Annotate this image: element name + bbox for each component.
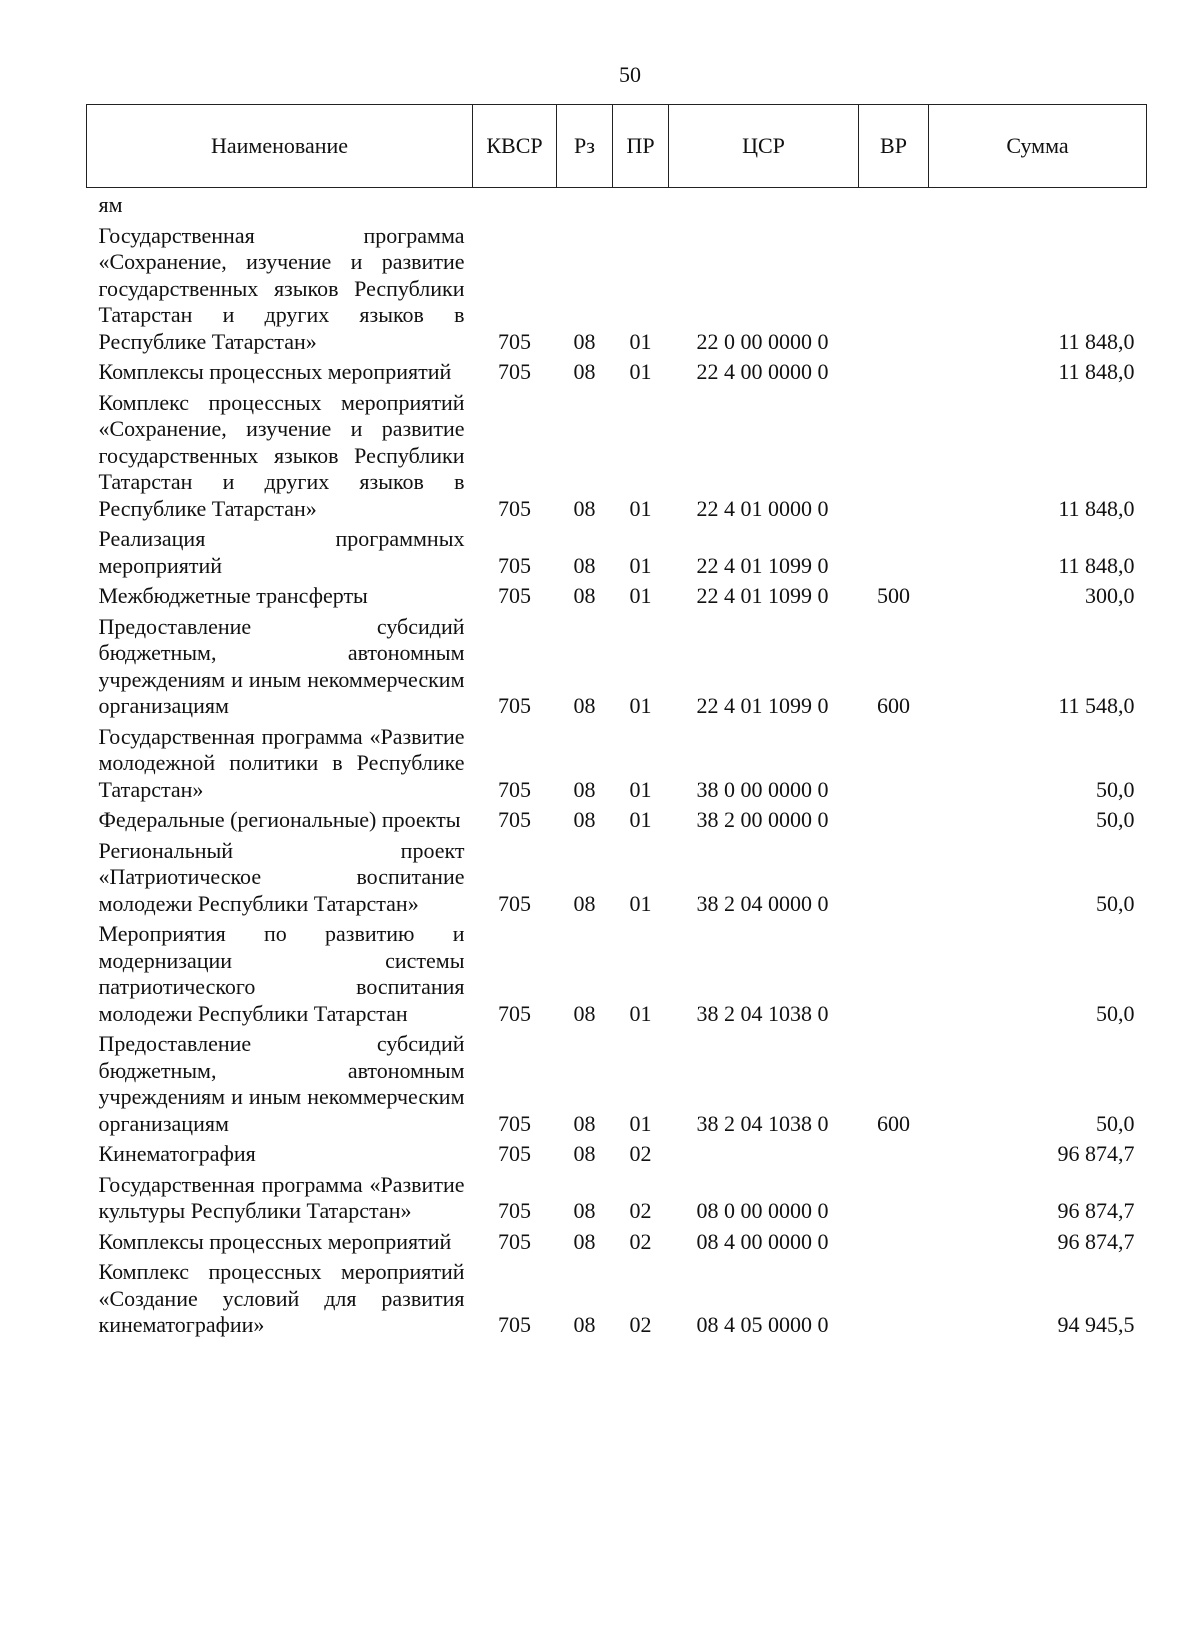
row-csr: 38 2 04 0000 0 bbox=[696, 890, 829, 916]
row-sum: 50,0 bbox=[1096, 807, 1135, 832]
row-vr bbox=[859, 188, 929, 223]
row-sum: 50,0 bbox=[1096, 776, 1135, 802]
row-pr: 01 bbox=[629, 552, 652, 578]
row-name: Предоставление субсидий бюджетным, автономным учреждениям и иным некоммерческим организациям bbox=[98, 613, 465, 718]
row-sum: 11 848,0 bbox=[1058, 328, 1135, 354]
row-kvsr: 705 bbox=[498, 1228, 531, 1254]
row-pr: 01 bbox=[629, 890, 652, 916]
row-pr: 02 bbox=[629, 1228, 652, 1254]
table-row bbox=[87, 188, 1147, 223]
row-name: Государственная программа «Развитие культуры Республики Татарстан» bbox=[98, 1171, 465, 1223]
row-rz bbox=[557, 188, 613, 223]
header-sum: Сумма bbox=[929, 105, 1147, 188]
row-csr bbox=[669, 188, 859, 223]
row-pr bbox=[613, 188, 669, 223]
row-sum: 11 548,0 bbox=[1058, 693, 1135, 718]
row-name: Комплекс процессных мероприятий «Создание условий для развития кинематографии» bbox=[98, 1259, 465, 1337]
row-sum: 11 848,0 bbox=[1058, 495, 1135, 521]
header-csr: ЦСР bbox=[669, 105, 859, 188]
row-rz: 08 bbox=[573, 495, 596, 521]
row-name: Комплекс процессных мероприятий «Сохранение, изучение и развитие государственных языков Республики Татарстан и других языков в Республике Татарстан» bbox=[98, 389, 465, 521]
row-sum: 50,0 bbox=[1096, 1110, 1135, 1136]
table-header-row bbox=[87, 105, 1147, 188]
row-kvsr bbox=[473, 188, 557, 223]
row-name: Межбюджетные трансферты bbox=[98, 583, 368, 608]
row-vr bbox=[859, 807, 929, 838]
row-sum: 11 848,0 bbox=[1058, 552, 1135, 578]
header-vr: ВР bbox=[859, 105, 929, 188]
row-pr: 01 bbox=[629, 328, 652, 354]
row-name: Региональный проект «Патриотическое воспитание молодежи Республики Татарстан» bbox=[98, 837, 465, 916]
row-name: Государственная программа «Развитие молодежной политики в Республике Татарстан» bbox=[98, 723, 465, 802]
row-pr: 01 bbox=[629, 807, 652, 832]
row-csr: 22 4 00 0000 0 bbox=[696, 359, 829, 384]
row-rz: 08 bbox=[573, 1000, 596, 1026]
row-vr bbox=[859, 1229, 929, 1260]
row-sum: 300,0 bbox=[1085, 583, 1135, 608]
header-kvsr: КВСР bbox=[473, 105, 557, 188]
row-pr: 01 bbox=[629, 1000, 652, 1026]
row-vr bbox=[859, 359, 929, 390]
row-kvsr: 705 bbox=[498, 359, 531, 384]
row-rz: 08 bbox=[573, 1198, 596, 1223]
row-pr: 02 bbox=[629, 1312, 652, 1337]
row-kvsr: 705 bbox=[498, 693, 531, 718]
row-rz: 08 bbox=[573, 583, 596, 608]
row-name: Комплексы процессных мероприятий bbox=[98, 1228, 452, 1254]
row-rz: 08 bbox=[573, 693, 596, 718]
row-name: Мероприятия по развитию и модернизации системы патриотического воспитания молодежи Республики Татарстан bbox=[98, 921, 465, 1026]
row-csr: 38 0 00 0000 0 bbox=[696, 776, 829, 802]
row-csr bbox=[669, 1141, 859, 1172]
row-kvsr: 705 bbox=[498, 1141, 531, 1166]
header-rz: Рз bbox=[557, 105, 613, 188]
row-sum: 50,0 bbox=[1096, 890, 1135, 916]
row-name: Федеральные (региональные) проекты bbox=[98, 807, 461, 832]
row-rz: 08 bbox=[573, 1312, 596, 1337]
row-sum: 94 945,5 bbox=[1057, 1312, 1135, 1337]
row-rz: 08 bbox=[573, 1228, 596, 1254]
row-csr: 22 4 01 0000 0 bbox=[696, 495, 829, 521]
row-csr: 22 0 00 0000 0 bbox=[696, 328, 829, 354]
row-vr: 500 bbox=[877, 583, 910, 608]
row-name: Предоставление субсидий бюджетным, автономным учреждениям и иным некоммерческим организациям bbox=[98, 1031, 465, 1136]
row-pr: 01 bbox=[629, 1110, 652, 1136]
row-sum: 96 874,7 bbox=[1057, 1198, 1135, 1223]
row-kvsr: 705 bbox=[498, 776, 531, 802]
row-csr: 22 4 01 1099 0 bbox=[696, 552, 829, 578]
row-name: Реализация программных мероприятий bbox=[98, 526, 465, 578]
row-kvsr: 705 bbox=[498, 807, 531, 832]
row-rz: 08 bbox=[573, 807, 596, 832]
table-row bbox=[87, 223, 1147, 360]
row-csr: 22 4 01 1099 0 bbox=[696, 583, 829, 608]
row-kvsr: 705 bbox=[498, 890, 531, 916]
row-name: Кинематография bbox=[98, 1141, 256, 1166]
row-vr bbox=[859, 1141, 929, 1172]
table-row bbox=[87, 1031, 1147, 1141]
header-pr: ПР bbox=[613, 105, 669, 188]
row-sum bbox=[929, 188, 1147, 223]
row-vr bbox=[859, 390, 929, 527]
table-body bbox=[87, 188, 1147, 1343]
row-kvsr: 705 bbox=[498, 328, 531, 354]
row-rz: 08 bbox=[573, 1110, 596, 1136]
table-row bbox=[87, 921, 1147, 1031]
row-vr bbox=[859, 724, 929, 808]
row-csr: 22 4 01 1099 0 bbox=[696, 693, 829, 718]
row-pr: 02 bbox=[629, 1198, 652, 1223]
table-row bbox=[87, 614, 1147, 724]
budget-table bbox=[86, 104, 1147, 1343]
table-row bbox=[87, 359, 1147, 390]
row-name: Комплексы процессных мероприятий bbox=[98, 359, 452, 384]
row-vr: 600 bbox=[877, 1110, 910, 1136]
row-vr bbox=[859, 526, 929, 583]
row-kvsr: 705 bbox=[498, 1000, 531, 1026]
table-row bbox=[87, 390, 1147, 527]
row-vr bbox=[859, 1259, 929, 1343]
row-rz: 08 bbox=[573, 552, 596, 578]
row-rz: 08 bbox=[573, 328, 596, 354]
row-kvsr: 705 bbox=[498, 495, 531, 521]
row-name: ям bbox=[98, 192, 123, 217]
table-row bbox=[87, 1229, 1147, 1260]
row-csr: 08 0 00 0000 0 bbox=[696, 1198, 829, 1223]
row-sum: 50,0 bbox=[1096, 1000, 1135, 1026]
row-rz: 08 bbox=[573, 890, 596, 916]
table-row bbox=[87, 526, 1147, 583]
row-kvsr: 705 bbox=[498, 1198, 531, 1223]
row-pr: 01 bbox=[629, 495, 652, 521]
row-rz: 08 bbox=[573, 776, 596, 802]
table-row bbox=[87, 1259, 1147, 1343]
row-csr: 38 2 00 0000 0 bbox=[696, 807, 829, 832]
row-vr bbox=[859, 1172, 929, 1229]
row-pr: 01 bbox=[629, 359, 652, 384]
row-kvsr: 705 bbox=[498, 552, 531, 578]
table-row bbox=[87, 1172, 1147, 1229]
row-sum: 96 874,7 bbox=[1057, 1228, 1135, 1254]
row-sum: 96 874,7 bbox=[1057, 1141, 1135, 1166]
row-pr: 01 bbox=[629, 693, 652, 718]
table-row bbox=[87, 724, 1147, 808]
row-kvsr: 705 bbox=[498, 1110, 531, 1136]
row-pr: 01 bbox=[629, 776, 652, 802]
row-rz: 08 bbox=[573, 359, 596, 384]
row-pr: 01 bbox=[629, 583, 652, 608]
row-kvsr: 705 bbox=[498, 583, 531, 608]
table-row bbox=[87, 838, 1147, 922]
row-csr: 38 2 04 1038 0 bbox=[696, 1000, 829, 1026]
row-vr: 600 bbox=[877, 693, 910, 718]
table-row bbox=[87, 807, 1147, 838]
row-vr bbox=[859, 838, 929, 922]
row-kvsr: 705 bbox=[498, 1312, 531, 1337]
row-name: Государственная программа «Сохранение, изучение и развитие государственных языков Республики Татарстан и других языков в Республике Татарстан» bbox=[98, 222, 465, 354]
table-row bbox=[87, 583, 1147, 614]
row-csr: 08 4 05 0000 0 bbox=[696, 1312, 829, 1337]
row-pr: 02 bbox=[629, 1141, 652, 1166]
page-number: 50 bbox=[619, 62, 641, 87]
row-csr: 38 2 04 1038 0 bbox=[696, 1110, 829, 1136]
row-vr bbox=[859, 223, 929, 360]
row-sum: 11 848,0 bbox=[1058, 359, 1135, 384]
row-rz: 08 bbox=[573, 1141, 596, 1166]
table-row bbox=[87, 1141, 1147, 1172]
row-csr: 08 4 00 0000 0 bbox=[696, 1228, 829, 1254]
row-vr bbox=[859, 921, 929, 1031]
header-name: Наименование bbox=[87, 105, 473, 188]
